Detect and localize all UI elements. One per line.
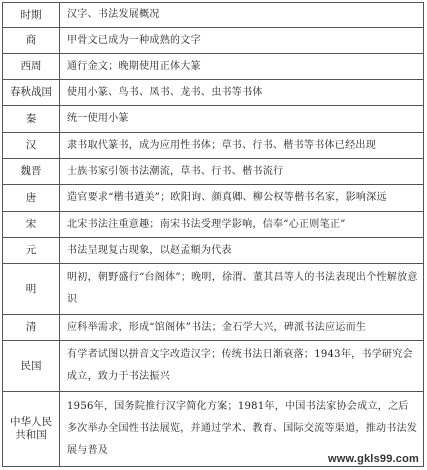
era-cell: 春秋战国 (3, 80, 60, 105)
history-table (2, 2, 424, 467)
table-row (3, 185, 424, 212)
era-cell: 商 (3, 28, 60, 53)
era-cell: 汉 (3, 133, 60, 158)
desc-cell: 书法呈现复古现象，以赵孟頫为代表 (60, 238, 424, 263)
desc-cell: 甲骨文已成为一种成熟的文字 (60, 28, 424, 53)
site-watermark: www.gkls99.com (327, 453, 419, 465)
era-cell: 秦 (3, 106, 60, 132)
era-cell: 宋 (3, 212, 60, 237)
desc-cell: 有学者试图以拼音文字改造汉字；传统书法日渐衰落；1943年，书学研究会成立，致力于书法振兴 (60, 341, 424, 391)
desc-cell: 统一使用小篆 (60, 106, 424, 132)
table-header-row (3, 3, 424, 28)
table-row (3, 212, 424, 238)
desc-cell: 1956年，国务院推行汉字简化方案；1981年，中国书法家协会成立，之后多次举办全国性书法展览，并通过学术、教育、国际交流等渠道，推动书法发展与普及 (60, 392, 424, 466)
desc-cell: 使用小篆、鸟书、凤书、龙书、虫书等书体 (60, 80, 424, 105)
table-row (3, 54, 424, 80)
desc-cell: 士族书家引领书法潮流，草书、行书、楷书流行 (60, 159, 424, 184)
desc-cell: 北宋书法注重意趣；南宋书法受理学影响，信奉“心正则笔正” (60, 212, 424, 237)
table-row (3, 80, 424, 106)
desc-cell: 通行金文；晚期使用正体大篆 (60, 54, 424, 79)
era-cell: 清 (3, 315, 60, 340)
era-cell: 中华人民共和国 (3, 392, 60, 466)
desc-cell: 隶书取代篆书，成为应用性书体；草书、行书、楷书等书体已经出现 (60, 133, 424, 158)
table-row (3, 238, 424, 264)
table-row (3, 106, 424, 133)
header-desc: 汉字、书法发展概况 (60, 3, 424, 27)
table-row (3, 159, 424, 185)
era-cell: 西周 (3, 54, 60, 79)
table-row (3, 133, 424, 159)
era-cell: 魏晋 (3, 159, 60, 184)
table-row (3, 28, 424, 54)
era-cell: 明 (3, 264, 60, 314)
era-cell: 民国 (3, 341, 60, 391)
desc-cell: 造官要求“楷书遒美”；欧阳询、颜真卿、柳公权等楷书名家，影响深远 (60, 185, 424, 211)
desc-cell: 应科举需求，形成“馆阁体”书法；金石学大兴，碑派书法应运而生 (60, 315, 424, 340)
table-row (3, 341, 424, 392)
era-cell: 元 (3, 238, 60, 263)
table-row (3, 264, 424, 315)
era-cell: 唐 (3, 185, 60, 211)
desc-cell: 明初，朝野盛行“台阁体”；晚明，徐渭、董其昌等人的书法表现出个性解放意识 (60, 264, 424, 314)
header-era: 时期 (3, 3, 60, 27)
table-row (3, 315, 424, 341)
